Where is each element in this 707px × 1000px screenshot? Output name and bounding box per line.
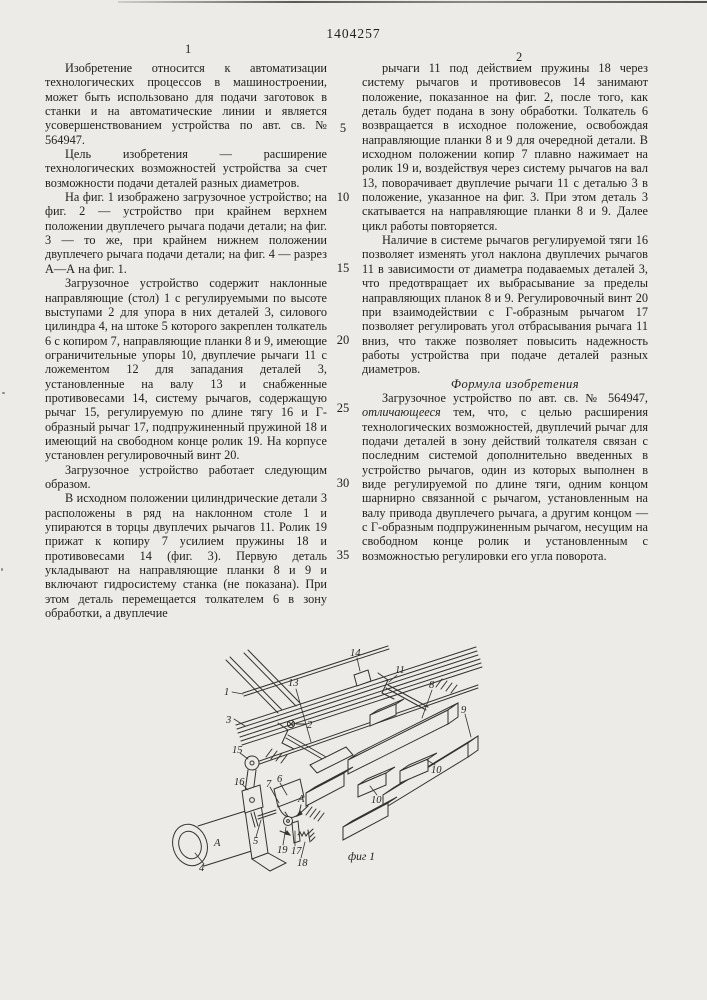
claim-italic-word: отличающееся (362, 405, 441, 420)
claim-paragraph (362, 391, 648, 563)
figure-caption: фиг 1 (348, 851, 376, 863)
paragraph: Изобретение относится к автоматизации технологических процессов в машиностроении, может быть использовано для подачи заготовок в станки и на автоматические линии и является усовершенствованием устройства по авт. св. № 564947. (45, 61, 327, 147)
figure-label: 3 (226, 715, 232, 726)
paragraph: На фиг. 1 изображено загрузочное устройство; на фиг. 2 — устройство при крайнем верхнем положении двуплечего рычага подачи детали; на фиг. 3 — то же, при крайнем нижнем положении двуплечего рычага подачи детали; на фиг. 4 — разрез А—А на фиг. 1. (45, 190, 327, 276)
figure-label: 10 (371, 795, 382, 806)
column-number-left: 1 (185, 42, 192, 56)
paragraph: Цель изобретения — расширение технологических возможностей устройства за счет возможности подачи деталей разных диаметров. (45, 147, 327, 190)
figure-label: 9 (461, 705, 467, 716)
right-column (362, 61, 648, 563)
figure-label: 7 (266, 779, 272, 790)
figure-label: 17 (291, 846, 302, 857)
line-number-35: 35 (336, 548, 350, 562)
figure-label: 6 (277, 774, 283, 785)
column-number-right: 2 (516, 50, 523, 64)
line-number-20: 20 (336, 333, 350, 347)
line-number-5: 5 (339, 121, 347, 135)
scan-speck (2, 392, 5, 394)
patent-number: 1404257 (326, 26, 381, 41)
line-number-15: 15 (336, 261, 350, 275)
figure-label: 10 (431, 765, 442, 776)
figure-label: 19 (277, 845, 288, 856)
claim-prefix: Загрузочное устройство по авт. св. № 564947, (382, 390, 648, 405)
line-number-25: 25 (336, 401, 350, 415)
figure-label: 15 (232, 745, 243, 756)
figure-label: A (298, 794, 305, 805)
figure-label: 18 (297, 858, 308, 869)
figure-label: 8 (429, 680, 435, 691)
line-number-30: 30 (336, 476, 350, 490)
claim-suffix: тем, что, с целью расширения технологических возможностей, двуплечий рычаг для подачи деталей в зону действий толкателя связан с последним системой дополнительно введенных в устройство рычагов, один из которых выполнен в виде регулируемой по длине тяги, одним концом шарнирно связанной с рычагом, установленным на валу привода двуплечего рычага, а другим концом — с Г-образным подпружиненным рычагом, несущим на свободном конце ролик и установленным с возможностью регулировки его угла поворота. (362, 405, 648, 563)
scan-speck (1, 568, 3, 571)
formula-heading: Формула изобретения (450, 376, 580, 391)
figure-label: 11 (395, 665, 405, 676)
left-column (45, 61, 327, 620)
scan-artifact-line (118, 1, 707, 3)
line-number-10: 10 (336, 190, 350, 204)
paragraph: В исходном положении цилиндрические детали 3 расположены в ряд на наклонном столе 1 и упираются в торцы двуплечих рычагов 11. Ролик 19 прижат к копиру 7 усилием пружины 18 и противовесами 14 (фиг. 3). Первую деталь укладывают на направляющие планки 8 и 9 и включают гидросистему станка (не показана). При этом деталь перемещается толкателем 6 в зону обработки, а двуплечие (45, 491, 327, 621)
figure-label: 1 (224, 687, 230, 698)
figure-label: A (214, 838, 221, 849)
figure-1-loading-device-drawing (148, 645, 628, 895)
figure-label: 2 (307, 720, 313, 731)
figure-label: 16 (234, 777, 245, 788)
figure-label: 4 (199, 863, 205, 874)
figure-label: 13 (288, 678, 299, 689)
paragraph: рычаги 11 под действием пружины 18 через систему рычагов и противовесов 14 занимают положение, показанное на фиг. 2, после того, как деталь будет подана в зону обработки. Толкатель 6 возвращается в исходное положение, освобождая направляющие планки 8 и 9 для очередной детали. В исходном положении копир 7 плавно нажимает на ролик 19 и, воздействуя через систему рычагов на вал 13, поворачивает двуплечие рычаги 11 с деталью 3 в положение, указанное на фиг. 3. При этом деталь 3 скатывается на направляющие планки 8 и 9. Далее цикл работы повторяется. (362, 61, 648, 233)
paragraph: Загрузочное устройство работает следующим образом. (45, 462, 327, 491)
paragraph: Загрузочное устройство содержит наклонные направляющие (стол) 1 с регулируемыми по высоте выступами 2 для упора в них деталей 3, силового цилиндра 4, на штоке 5 которого закреплен толкатель 6 с копиром 7, направляющие планки 8 и 9, имеющие ограничительные упоры 10, двуплечие рычаги 11 с ложементом 12 для западания деталей 3, установленные на валу 13 и снабженные противовесами 14, систему рычагов, содержащую рычаг 15, регулируемую по длине тягу 16 и Г-образный рычаг 17, подпружиненный пружиной 18 и имеющий на свободном конце ролик 19. На корпусе установлен регулировочный винт 20. (45, 276, 327, 463)
figure-label: 5 (253, 836, 259, 847)
figure-label: 14 (350, 648, 361, 659)
paragraph: Наличие в системе рычагов регулируемой тяги 16 позволяет изменять угол наклона двуплечих рычагов 11 в зависимости от диаметра подаваемых деталей 3, что предотвращает их выбрасывание за пределы направляющих планок 8 и 9. Регулировочный винт 20 при взаимодействии с Г-образным рычагом 17 позволяет регулировать угол отбрасывания рычага 11 вниз, что также позволяет повысить надежность работы устройства при подаче деталей разных диаметров. (362, 233, 648, 377)
